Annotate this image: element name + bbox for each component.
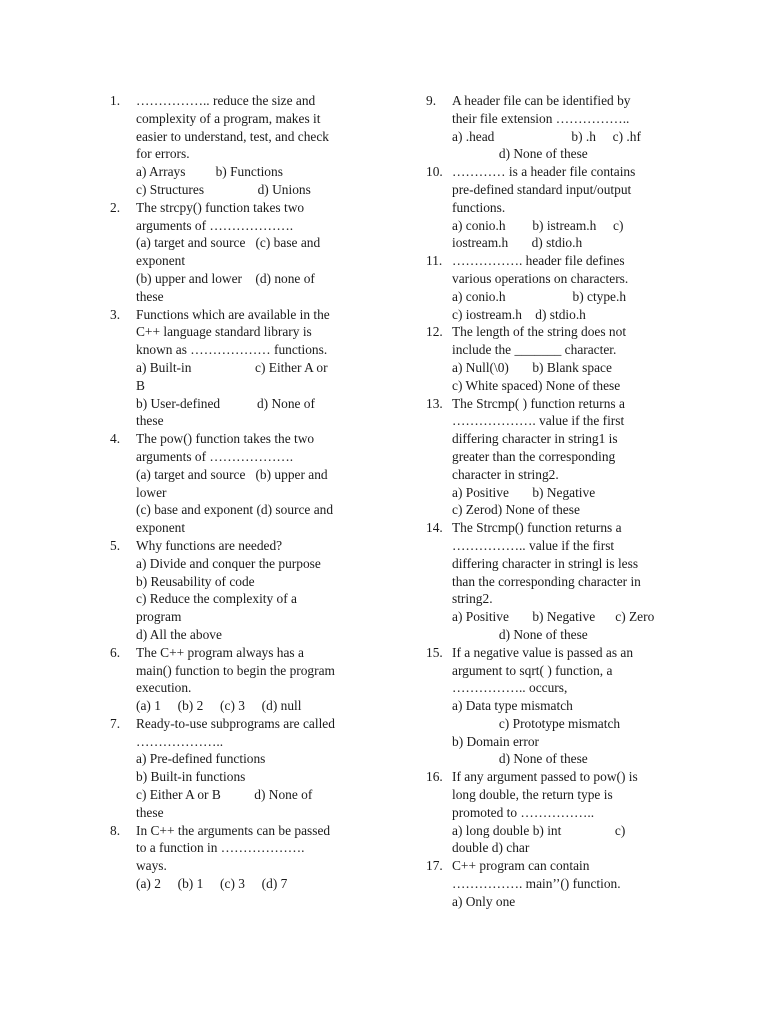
question-text-line: c) iostream.h d) stdio.h [452, 306, 586, 322]
question-number: 11. [426, 253, 443, 269]
question-text-line: promoted to …………….. [452, 804, 595, 820]
question-text-line: If a negative value is passed as an [452, 644, 634, 660]
question-text-line: ………… is a header file contains [452, 164, 636, 180]
question-item [426, 644, 688, 769]
question-item [110, 822, 372, 893]
question-item [426, 519, 688, 644]
question-text-line: a) Positive b) Negative c) Zero [452, 609, 655, 625]
question-text-line: The Strcmp( ) function returns a [452, 395, 625, 411]
question-number: 2. [110, 199, 121, 215]
question-text-line: b) Built-in functions [136, 769, 246, 785]
question-number: 4. [110, 431, 121, 447]
question-text-line: these [136, 413, 164, 429]
question-text-line: long double, the return type is [452, 787, 613, 803]
question-text-line: c) Structures d) Unions [136, 181, 311, 197]
question-text-line: b) Domain error [452, 733, 540, 749]
question-number: 10. [426, 164, 443, 180]
question-item [426, 768, 688, 857]
question-text-line: b) Reusability of code [136, 573, 255, 589]
question-item [426, 323, 688, 394]
question-text-line: b) User-defined d) None of [136, 395, 315, 411]
question-text-line: ……………. header file defines [452, 253, 625, 269]
question-text-line: d) None of these [452, 146, 588, 162]
question-number: 7. [110, 715, 121, 731]
question-text-line: (a) target and source (c) base and [136, 235, 321, 251]
question-text-line: (a) target and source (b) upper and [136, 466, 328, 482]
question-text-line: easier to understand, test, and check [136, 128, 329, 144]
left-column [110, 92, 372, 893]
question-number: 5. [110, 537, 121, 553]
question-item [110, 92, 372, 199]
question-text-line: c) Zerod) None of these [452, 502, 580, 518]
question-text-line: functions. [452, 199, 506, 215]
question-text-line: B [136, 377, 145, 393]
right-column [426, 92, 688, 911]
question-text-line: a) Only one [452, 893, 516, 909]
question-text-line: than the corresponding character in [452, 573, 641, 589]
question-text-line: A header file can be identified by [452, 93, 631, 108]
question-text-line: a) long double b) int c) [452, 822, 626, 838]
question-text-line: In C++ the arguments can be passed [136, 822, 331, 838]
question-text-line: lower [136, 484, 167, 500]
question-item [110, 644, 372, 715]
question-item [110, 430, 372, 537]
question-item [110, 537, 372, 644]
question-item [110, 715, 372, 822]
question-text-line: The C++ program always has a [136, 644, 304, 660]
question-text-line: greater than the corresponding [452, 448, 616, 464]
question-text-line: include the _______ character. [452, 342, 617, 358]
question-text-line: exponent [136, 253, 186, 269]
question-text-line: double d) char [452, 840, 530, 856]
question-item [426, 92, 688, 163]
question-text-line: these [136, 288, 164, 304]
question-number: 3. [110, 306, 121, 322]
question-number: 17. [426, 858, 443, 874]
question-text-line: pre-defined standard input/output [452, 181, 632, 197]
question-text-line: C++ program can contain [452, 858, 590, 874]
question-item [110, 306, 372, 431]
question-text-line: d) All the above [136, 626, 222, 642]
question-text-line: c) Reduce the complexity of a [136, 591, 297, 607]
question-text-line: C++ language standard library is [136, 324, 312, 340]
question-text-line: these [136, 804, 164, 820]
question-number: 13. [426, 395, 443, 411]
question-text-line: program [136, 609, 182, 625]
question-text-line: argument to sqrt( ) function, a [452, 662, 613, 678]
question-text-line: Why functions are needed? [136, 537, 283, 553]
question-text-line: a) Null(\0) b) Blank space [452, 359, 612, 375]
question-text-line: known as ……………… functions. [136, 342, 328, 358]
question-number: 9. [426, 93, 437, 108]
question-text-line: a) Pre-defined functions [136, 751, 266, 767]
question-number: 14. [426, 520, 443, 536]
question-text-line: complexity of a program, makes it [136, 110, 321, 126]
question-text-line: iostream.h d) stdio.h [452, 235, 583, 251]
question-text-line: to a function in ………………. [136, 840, 305, 856]
question-text-line: c) Prototype mismatch [452, 715, 621, 731]
question-text-line: character in string2. [452, 466, 559, 482]
question-text-line: Ready-to-use subprograms are called [136, 715, 335, 731]
question-text-line: a) Built-in c) Either A or [136, 359, 328, 375]
question-text-line: differing character in stringl is less [452, 555, 639, 571]
question-text-line: ……………….. [136, 733, 224, 749]
question-text-line: c) White spaced) None of these [452, 377, 621, 393]
question-text-line: a) conio.h b) ctype.h [452, 288, 627, 304]
question-text-line: a) .head b) .h c) .hf [452, 128, 641, 144]
question-text-line: If any argument passed to pow() is [452, 769, 638, 785]
question-text-line: …………….. value if the first [452, 537, 615, 553]
question-text-line: differing character in string1 is [452, 431, 618, 447]
question-text-line: ways. [136, 858, 167, 874]
question-text-line: a) Divide and conquer the purpose [136, 555, 321, 571]
question-text-line: a) conio.h b) istream.h c) [452, 217, 624, 233]
question-text-line: ……………. main’’() function. [452, 876, 621, 892]
question-item [426, 395, 688, 520]
question-number: 1. [110, 93, 121, 108]
question-number: 12. [426, 324, 443, 340]
question-text-line: (a) 2 (b) 1 (c) 3 (d) 7 [136, 876, 288, 892]
question-text-line: c) Either A or B d) None of [136, 787, 313, 803]
question-number: 8. [110, 822, 121, 838]
question-text-line: ………………. value if the first [452, 413, 625, 429]
question-text-line: (b) upper and lower (d) none of [136, 270, 315, 286]
question-text-line: (c) base and exponent (d) source and [136, 502, 334, 518]
question-text-line: various operations on characters. [452, 270, 629, 286]
question-item [110, 199, 372, 306]
question-text-line: arguments of ………………. [136, 217, 294, 233]
question-text-line: The strcpy() function takes two [136, 199, 305, 215]
question-text-line: for errors. [136, 146, 190, 162]
question-text-line: a) Positive b) Negative [452, 484, 596, 500]
question-text-line: The pow() function takes the two [136, 431, 315, 447]
question-number: 6. [110, 644, 121, 660]
question-text-line: their file extension …………….. [452, 110, 630, 126]
question-text-line: …………….. reduce the size and [136, 93, 316, 108]
question-text-line: The length of the string does not [452, 324, 627, 340]
question-item [426, 857, 688, 910]
question-number: 15. [426, 644, 443, 660]
question-item [426, 163, 688, 252]
question-text-line: string2. [452, 591, 493, 607]
question-text-line: exponent [136, 520, 186, 536]
question-text-line: execution. [136, 680, 192, 696]
question-item [426, 252, 688, 323]
question-text-line: main() function to begin the program [136, 662, 335, 678]
question-text-line: …………….. occurs, [452, 680, 568, 696]
question-text-line: d) None of these [452, 626, 588, 642]
question-text-line: d) None of these [452, 751, 588, 767]
question-text-line: Functions which are available in the [136, 306, 330, 322]
question-text-line: (a) 1 (b) 2 (c) 3 (d) null [136, 698, 302, 714]
question-text-line: a) Arrays b) Functions [136, 164, 283, 180]
question-text-line: arguments of ………………. [136, 448, 294, 464]
question-number: 16. [426, 769, 443, 785]
question-text-line: The Strcmp() function returns a [452, 520, 622, 536]
question-text-line: a) Data type mismatch [452, 698, 573, 714]
